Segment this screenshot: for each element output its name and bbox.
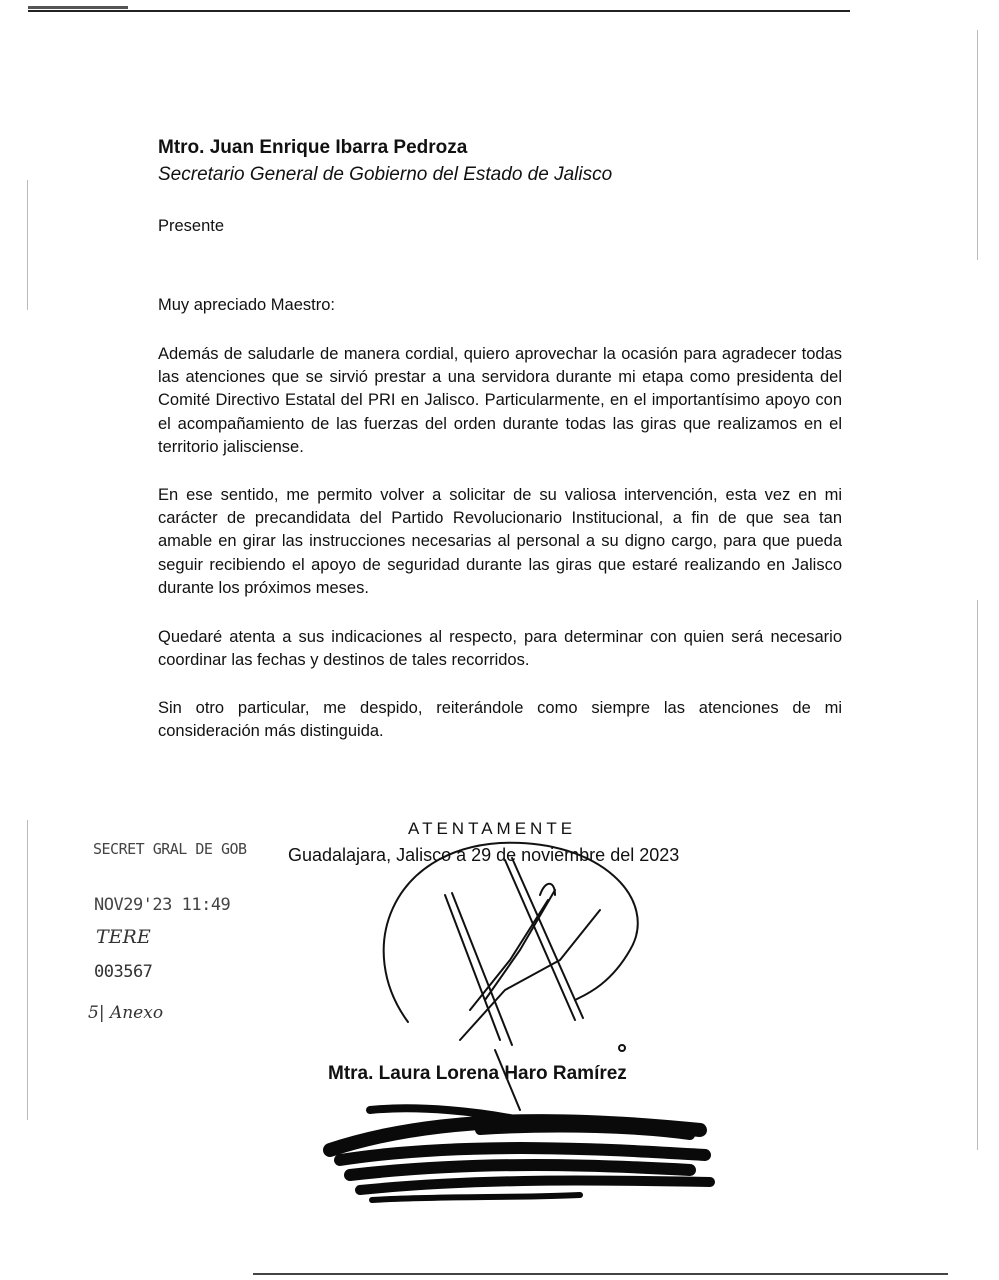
body-paragraph: En ese sentido, me permito volver a solicitar de su valiosa intervención, esta vez en mi carácter de precandidata del Partido Revolucionario Institucional, a fin de que sea tan amable en girar las instrucciones necesarias al personal a su digno cargo, para que pueda seguir recibiendo el apoyo de seguridad durante las giras que estaré realizando en Jalisco durante los próximos meses. (158, 486, 842, 597)
body-paragraph: Sin otro particular, me despido, reiterándole como siempre las atenciones de mi consideración más distinguida. (158, 699, 842, 741)
handwritten-annex-note: 5| Anexo (88, 1003, 164, 1023)
reception-stamp-office: SECRET GRAL DE GOB (93, 840, 247, 858)
closing-word: ATENTAMENTE (408, 819, 577, 838)
redaction-scribble (330, 1108, 710, 1200)
recipient-title: Secretario General de Gobierno del Estado de Jalisco (158, 164, 613, 185)
signature-scribble (384, 843, 638, 1110)
body-paragraph: Quedaré atenta a sus indicaciones al respecto, para determinar con quien será necesario coordinar las fechas y destinos de tales recorridos. (158, 628, 842, 670)
recipient-name: Mtro. Juan Enrique Ibarra Pedroza (158, 137, 468, 158)
reception-stamp-folio: 003567 (94, 962, 153, 982)
greeting-presente: Presente (158, 217, 225, 235)
signer-name: Mtra. Laura Lorena Haro Ramírez (328, 1063, 627, 1084)
body-paragraph: Además de saludarle de manera cordial, quiero aprovechar la ocasión para agradecer todas las atenciones que se sirvió prestar a una servidora durante mi etapa como presidenta del Comité Directivo Estatal del PRI en Jalisco. Particularmente, en el importantísimo apoyo con el acompañamiento de las fuerzas del orden durante todas las giras que realizamos en el territorio jalisciense. (158, 345, 842, 456)
place-date: Guadalajara, Jalisco a 29 de noviembre del 2023 (288, 845, 680, 865)
handwritten-initials: TERE (96, 926, 151, 948)
reception-stamp-datetime: NOV29'23 11:49 (94, 895, 231, 915)
salutation: Muy apreciado Maestro: (158, 296, 335, 314)
